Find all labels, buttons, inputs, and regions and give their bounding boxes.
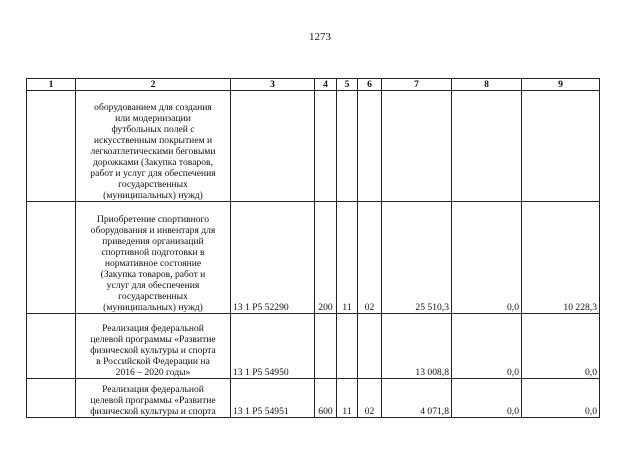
value-cell: [27, 91, 76, 202]
table-row: [27, 91, 600, 202]
column-header: 1: [27, 79, 76, 91]
item-name-line: спортивной подготовки в: [101, 247, 205, 258]
page-number: 1273: [309, 31, 331, 43]
value-cell: 02: [358, 202, 382, 314]
value-cell: [337, 91, 358, 202]
item-name-line: дорожками (Закупка товаров,: [93, 157, 213, 168]
item-name-line: оборудования и инвентаря для: [90, 225, 216, 236]
value-cell: [315, 91, 337, 202]
item-name-line: Реализация федеральной: [102, 384, 204, 395]
value-cell: 200: [315, 202, 337, 314]
column-header: 2: [76, 79, 231, 91]
value-cell: 13 008,8: [382, 314, 452, 379]
item-name-cell: [76, 202, 231, 314]
value-cell: 02: [358, 379, 382, 418]
item-name-line: в Российской Федерации на: [96, 356, 210, 367]
item-name-line: целевой программы «Развитие: [90, 395, 216, 406]
item-name-line: Реализация федеральной: [102, 323, 204, 334]
value-cell: [27, 314, 76, 379]
item-name-line: или модернизации: [115, 113, 191, 124]
value-cell: 11: [337, 379, 358, 418]
column-header: 8: [452, 79, 522, 91]
item-name-line: легкоатлетическими беговыми: [90, 146, 216, 157]
header-row: [27, 79, 600, 91]
item-name-line: (Закупка товаров, работ и: [100, 269, 206, 280]
value-cell: [358, 314, 382, 379]
table-row: [27, 314, 600, 379]
table-row: [27, 202, 600, 314]
item-name-line: нормативное состояние: [104, 258, 202, 269]
value-cell: 0,0: [522, 314, 600, 379]
column-header: 3: [231, 79, 315, 91]
column-header: 7: [382, 79, 452, 91]
value-cell: [337, 314, 358, 379]
item-name-line: футбольных полей с: [111, 124, 195, 135]
value-cell: 0,0: [452, 314, 522, 379]
value-cell: 25 510,3: [382, 202, 452, 314]
item-name-line: Приобретение спортивного: [96, 214, 210, 225]
target-code-cell: 13 1 P5 52290: [231, 202, 315, 314]
value-cell: [382, 91, 452, 202]
value-cell: 4 071,8: [382, 379, 452, 418]
table-row: [27, 379, 600, 418]
item-name-line: целевой программы «Развитие: [90, 334, 216, 345]
item-name-line: приведения организаций: [102, 236, 204, 247]
item-name-line: 2016 – 2020 годы»: [115, 367, 191, 378]
column-header: 9: [522, 79, 600, 91]
item-name-cell: [76, 379, 231, 418]
value-cell: [452, 91, 522, 202]
column-header: 5: [337, 79, 358, 91]
item-name-line: государственных: [118, 179, 188, 190]
column-header: 4: [315, 79, 337, 91]
value-cell: 0,0: [522, 379, 600, 418]
value-cell: [358, 91, 382, 202]
item-name-line: физической культуры и спорта: [90, 406, 216, 417]
value-cell: [27, 379, 76, 418]
value-cell: 0,0: [452, 202, 522, 314]
value-cell: 0,0: [452, 379, 522, 418]
value-cell: [27, 202, 76, 314]
budget-table: [26, 78, 600, 418]
item-name-cell: [76, 314, 231, 379]
item-name-line: оборудованием для создания: [94, 102, 212, 113]
item-name-line: физической культуры и спорта: [90, 345, 216, 356]
value-cell: [522, 91, 600, 202]
target-code-cell: 13 1 P5 54950: [231, 314, 315, 379]
item-name-line: (муниципальных) нужд): [103, 302, 203, 313]
item-name-cell: [76, 91, 231, 202]
item-name-line: государственных: [118, 291, 188, 302]
value-cell: 11: [337, 202, 358, 314]
target-code-cell: [231, 91, 315, 202]
target-code-cell: 13 1 P5 54951: [231, 379, 315, 418]
item-name-line: (муниципальных) нужд): [103, 190, 203, 201]
item-name-line: работ и услуг для обеспечения: [90, 168, 216, 179]
column-header: 6: [358, 79, 382, 91]
value-cell: 10 228,3: [522, 202, 600, 314]
value-cell: 600: [315, 379, 337, 418]
item-name-line: услуг для обеспечения: [106, 280, 200, 291]
item-name-line: искусственным покрытием и: [93, 135, 213, 146]
value-cell: [315, 314, 337, 379]
